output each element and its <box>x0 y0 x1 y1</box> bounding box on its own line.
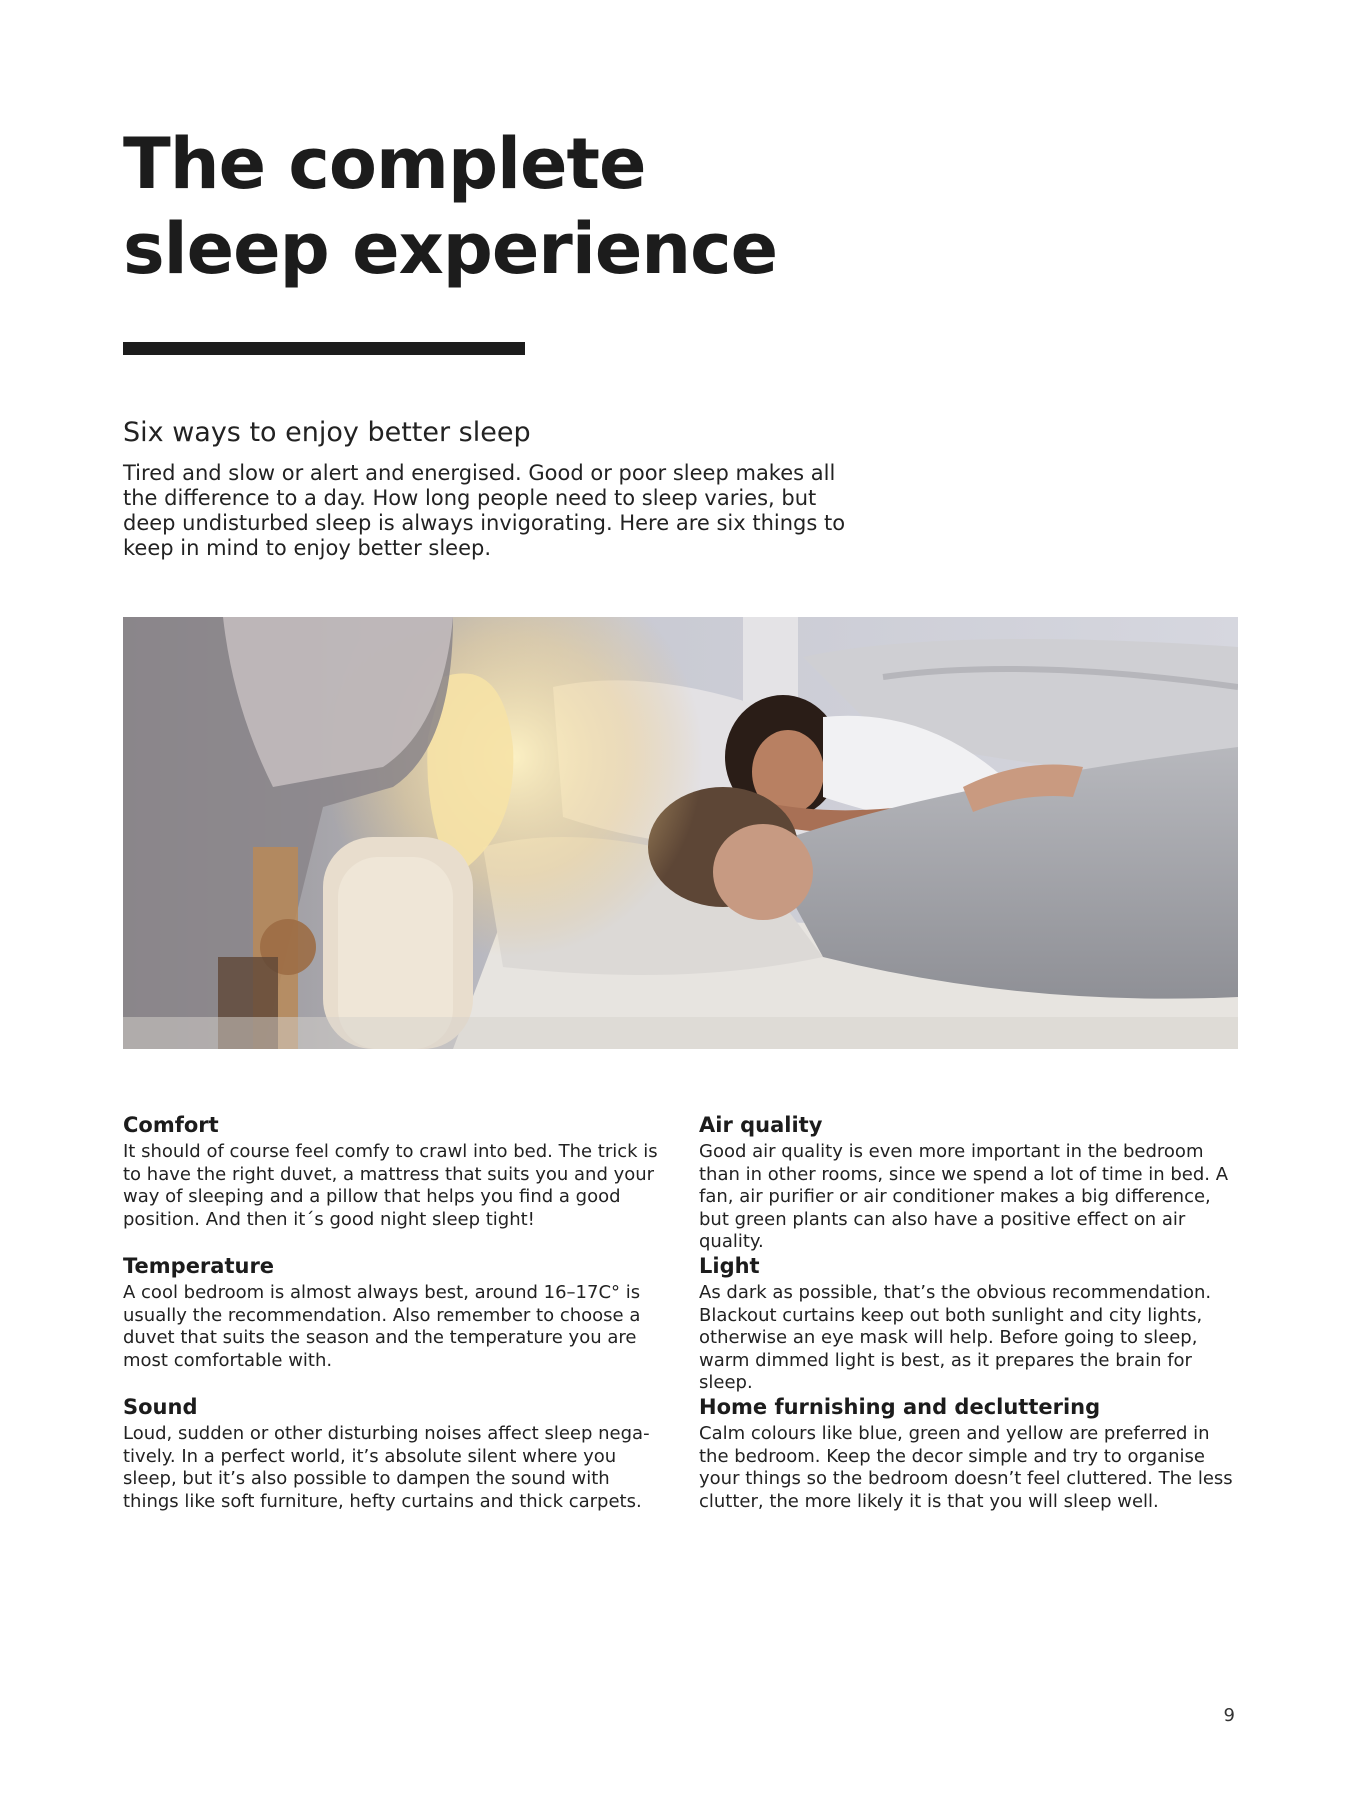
bedroom-couple-photo <box>123 617 1238 1049</box>
home-furnishing-body: Calm colours like blue, green and yellow are preferred in the bedroom. Keep the decor simple and try to organise your things so the bedroom doesn’t feel cluttered. The less clutter, the more likely it is that you will sleep well. <box>699 1423 1233 1512</box>
temperature-section <box>123 1253 668 1372</box>
photo-illustration <box>123 617 1238 1049</box>
title-line-1: The complete <box>123 123 646 205</box>
comfort-body: It should of course feel comfy to crawl into bed. The trick is to have the right duvet, a mattress that suits you and your way of sleeping and a pillow that helps you find a good position. And then it´s good night sleep tight! <box>123 1141 658 1230</box>
temperature-body: A cool bedroom is almost always best, around 16–17C° is usually the recommendation. Also remember to choose a duvet that suits the season and the temperature you are most comfortable with. <box>123 1282 641 1371</box>
page-number: 9 <box>1223 1705 1235 1726</box>
title-line-2: sleep experience <box>123 208 778 290</box>
air-quality-heading: Air quality <box>699 1113 823 1137</box>
page-title <box>123 122 1023 292</box>
title-underline-rule <box>123 342 525 355</box>
section-subtitle: Six ways to enjoy better sleep <box>123 417 531 448</box>
sound-heading: Sound <box>123 1395 198 1419</box>
sound-section <box>123 1394 668 1513</box>
home-furnishing-heading: Home furnishing and decluttering <box>699 1395 1101 1419</box>
home-furnishing-section <box>699 1394 1244 1513</box>
temperature-heading: Temperature <box>123 1254 275 1278</box>
light-section <box>699 1253 1244 1395</box>
sound-body: Loud, sudden or other disturbing noises affect sleep negatively. In a perfect world, it’s absolute silent where you sleep, but it’s also possible to dampen the sound with things like soft furniture, hefty curtains and thick carpets. <box>123 1423 650 1512</box>
light-heading: Light <box>699 1254 760 1278</box>
comfort-heading: Comfort <box>123 1113 219 1137</box>
light-body: As dark as possible, that’s the obvious recommendation. Blackout curtains keep out both sunlight and city lights, otherwise an eye mask will help. Before going to sleep, warm dimmed light is best, as it prepares the brain for sleep. <box>699 1282 1212 1393</box>
intro-paragraph: Tired and slow or alert and energised. Good or poor sleep makes all the difference to a day. How long people need to sleep varies, but deep undisturbed sleep is always invigorating. Here are six things to keep in mind to enjoy better sleep. <box>123 461 846 560</box>
air-quality-body: Good air quality is even more important in the bedroom than in other rooms, since we spend a lot of time in bed. A fan, air purifier or air conditioner makes a big difference, but green plants can also have a positive effect on air quality. <box>699 1141 1229 1252</box>
air-quality-section <box>699 1112 1244 1254</box>
comfort-section <box>123 1112 668 1231</box>
